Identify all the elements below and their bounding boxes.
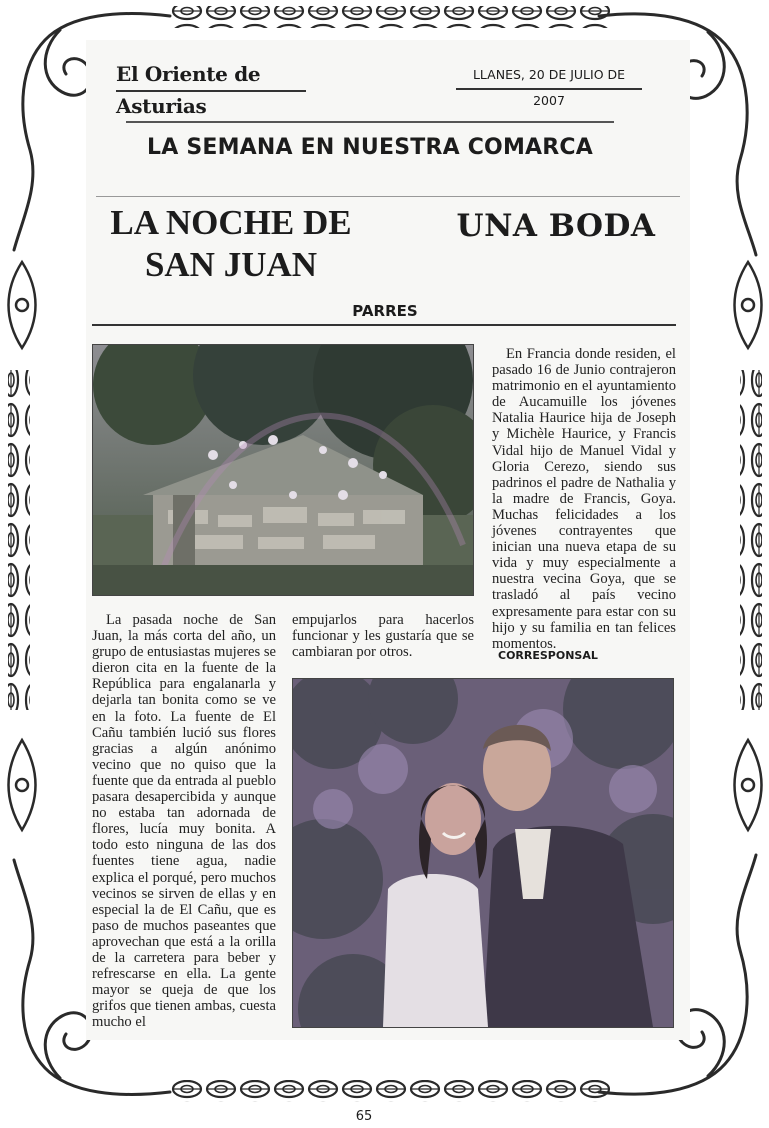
location-label: PARRES (352, 302, 418, 320)
headline-line: LA NOCHE DE (110, 203, 352, 242)
couple-photo (292, 678, 674, 1028)
location-rule (92, 324, 676, 326)
headline-line: SAN JUAN (144, 245, 318, 284)
article-boda-text: En Francia donde residen, el pasado 16 de Junio contrajeron matrimonio en el ayuntamiento de Aucamuille los jóvenes Natalia Haurice hija de Joseph y Michèle Haurice, y Francis Vidal hijo de Manuel Vidal y Gloria Cerezo, siendo sus padrinos el padre de Nathalia y la madre de Francis, Goya. Muchas felicidades a los jóvenes contrayentes que inician una nueva etapa de su vida y muy especialmente a nuestra vecina Goya, que se trasladó al país vecino expresamente para estar con su hijo y su familia en tan felices momentos. (492, 346, 676, 652)
article-san-juan-col2: empujarlos para hacerlos funcionar y les gustaría que se cambiaran por otros. (292, 612, 474, 661)
headline-boda: UNA BODA (456, 208, 656, 244)
newspaper-name: El Oriente de Asturias (116, 58, 306, 92)
section-rule (126, 121, 614, 123)
dateline: LLANES, 20 DE JULIO DE 2007 (456, 62, 642, 90)
headline-san-juan (96, 202, 366, 292)
article-signature: CORRESPONSAL (498, 649, 598, 662)
page-number: 65 (344, 1108, 384, 1126)
section-rule (96, 196, 680, 197)
fountain-photo (92, 344, 474, 596)
section-title: LA SEMANA EN NUESTRA COMARCA (147, 135, 593, 160)
article-san-juan-col1: La pasada noche de San Juan, la más corta del año, un grupo de entusiastas mujeres se dieron cita en la fuente de la República para engalanarla y dejarla tan bonita como se ve en la foto. La fuente de El Cañu también lució sus flores gracias a algún anónimo vecino que no quiso que la fuente que da entrada al pueblo pasara desapercibida y aunque no estaba tan adornada de flores, lucía muy bonita. A todo esto ninguna de las dos fuentes tiene agua, nadie explica el porqué, pero muchos vecinos se sirven de ellas y en especial la de El Cañu, que es paso de muchos paseantes que aprovechan que está a la orilla de la carretera para beber y refrescarse en ella. La gente mayor se queja de que los grifos que tienen ambas, cuesta mucho el (92, 612, 276, 1031)
